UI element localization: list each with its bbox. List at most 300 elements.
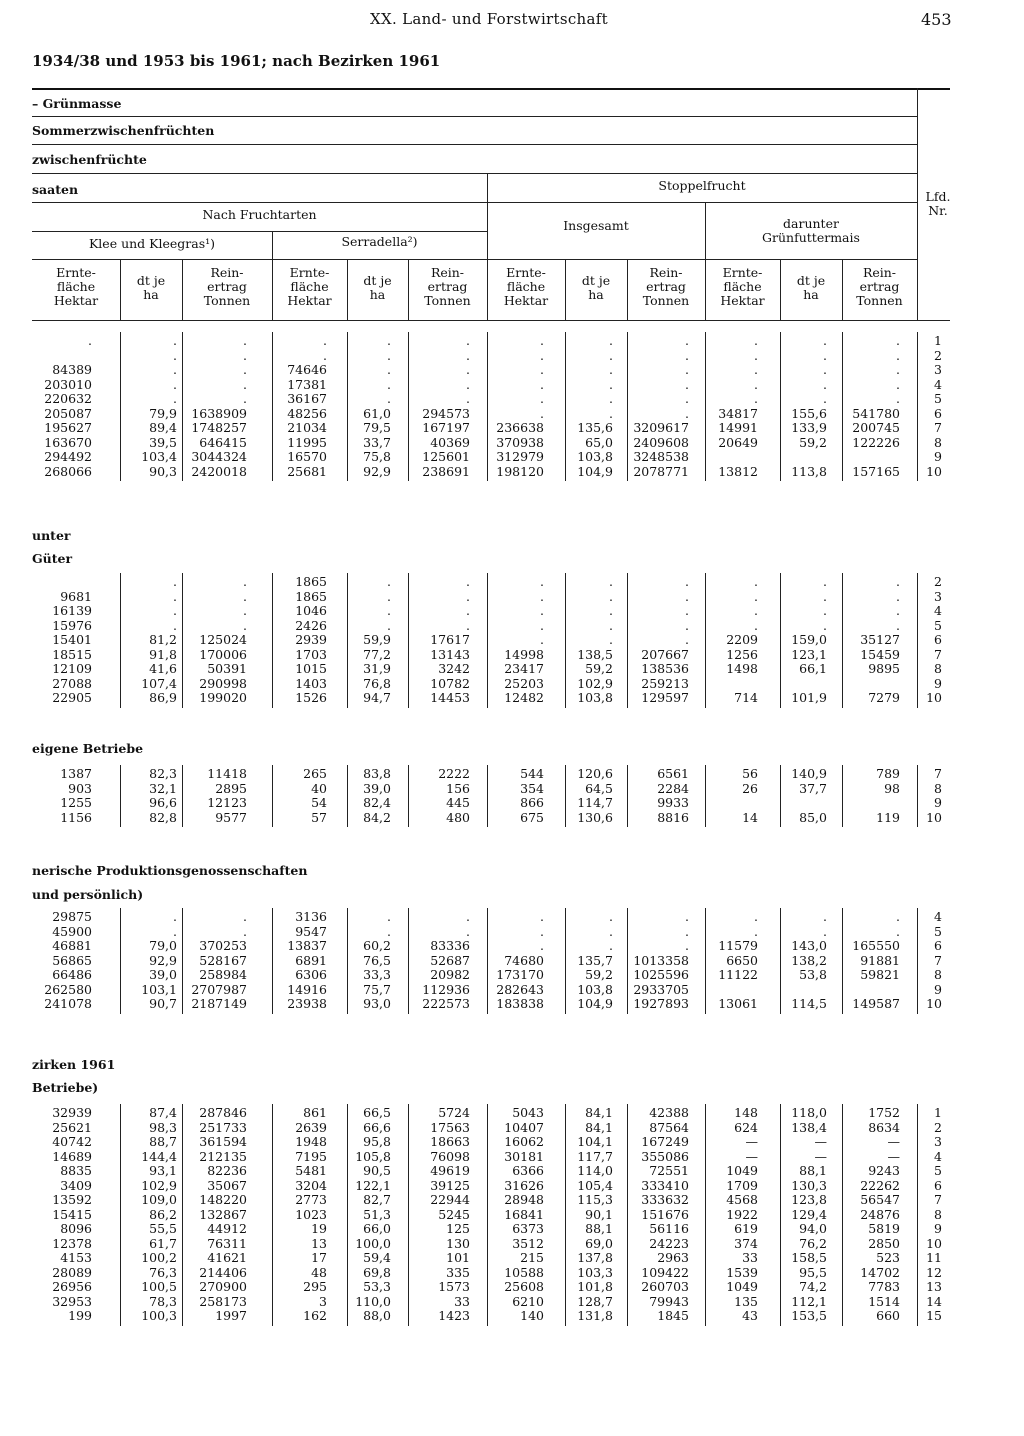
leaf-header-12: Rein- ertrag Tonnen — [856, 265, 903, 308]
row-number: 13 — [926, 1279, 942, 1294]
table-cell: 103,3 — [577, 1264, 613, 1280]
table-cell: . — [609, 376, 613, 392]
table-row — [0, 378, 1024, 393]
table-cell: 39,5 — [149, 434, 177, 450]
table-cell: . — [387, 603, 391, 618]
table-cell: — — [887, 1148, 900, 1164]
table-cell: 3044324 — [191, 449, 247, 464]
table-cell: 61,7 — [149, 1235, 177, 1251]
table-row — [0, 767, 1024, 782]
table-cell: 199 — [68, 1308, 92, 1323]
leaf-header-3: Rein- ertrag Tonnen — [203, 265, 251, 308]
table-cell: 333632 — [641, 1192, 689, 1207]
table-cell: 17381 — [287, 376, 327, 392]
table-cell: . — [754, 347, 758, 363]
table-cell: . — [466, 603, 470, 618]
table-cell: . — [466, 376, 470, 392]
table-cell: . — [173, 376, 177, 392]
lfd-nr-header: Lfd. Nr. — [925, 189, 951, 218]
table-cell: 32,1 — [149, 780, 177, 796]
table-cell: 295 — [303, 1279, 327, 1294]
table-row — [0, 1150, 1024, 1165]
table-cell: 91881 — [860, 952, 900, 968]
table-cell: 1498 — [726, 661, 758, 676]
table-cell: . — [540, 909, 544, 924]
table-cell: . — [173, 909, 177, 924]
section-label: Güter — [32, 551, 73, 566]
table-cell: 1703 — [295, 646, 327, 662]
table-cell: 103,8 — [577, 981, 613, 997]
table-cell: 59,2 — [799, 434, 827, 450]
row-number: 9 — [934, 1221, 942, 1236]
table-cell: 51,3 — [363, 1206, 391, 1222]
table-cell: 260703 — [641, 1279, 689, 1294]
table-cell: 11995 — [287, 434, 327, 450]
table-cell: 32953 — [52, 1293, 92, 1309]
table-cell: 25608 — [504, 1279, 544, 1294]
table-cell: 118,0 — [791, 1105, 827, 1120]
table-cell: 173170 — [496, 967, 544, 982]
leaf-sep — [120, 259, 121, 320]
table-cell: 149587 — [852, 996, 900, 1011]
table-cell: — — [745, 1134, 758, 1149]
table-cell: 114,5 — [791, 996, 827, 1011]
table-cell: 12109 — [52, 661, 92, 676]
row-number: 4 — [934, 376, 942, 392]
table-cell: 7195 — [295, 1148, 327, 1164]
row-number: 10 — [926, 809, 942, 825]
table-cell: 25681 — [287, 463, 327, 479]
table-row — [0, 677, 1024, 692]
table-cell: 170006 — [199, 646, 247, 662]
table-cell: 85,0 — [799, 809, 827, 825]
table-cell: 54 — [311, 795, 327, 810]
table-row — [0, 1251, 1024, 1266]
table-cell: 100,2 — [141, 1250, 177, 1265]
table-cell: 112,1 — [791, 1293, 827, 1309]
section-label: Betriebe) — [32, 1080, 99, 1095]
row-number: 2 — [934, 347, 942, 363]
table-cell: 445 — [446, 795, 470, 810]
table-cell: 9933 — [657, 795, 689, 810]
table-cell: 259213 — [641, 675, 689, 691]
table-cell: . — [466, 909, 470, 924]
table-cell: . — [243, 909, 247, 924]
table-cell: 101 — [446, 1250, 470, 1265]
table-cell: . — [609, 632, 613, 647]
table-cell: 31626 — [504, 1177, 544, 1193]
table-cell: . — [685, 362, 689, 377]
table-cell: 3242 — [438, 661, 470, 676]
table-cell: 66,6 — [363, 1119, 391, 1135]
table-cell: 77,2 — [363, 646, 391, 662]
header-rule-bottom — [32, 320, 950, 321]
table-cell: 167249 — [641, 1134, 689, 1149]
table-cell: . — [173, 617, 177, 633]
table-cell: 104,1 — [577, 1134, 613, 1149]
table-row — [0, 691, 1024, 706]
table-cell: 8835 — [60, 1163, 92, 1178]
table-cell: . — [823, 362, 827, 377]
table-cell: 370253 — [199, 938, 247, 953]
table-cell: . — [896, 617, 900, 633]
table-row — [0, 1237, 1024, 1252]
table-cell: 52687 — [430, 952, 470, 968]
table-cell: 35127 — [860, 632, 900, 647]
table-cell: 56116 — [649, 1221, 689, 1236]
table-cell: 290998 — [199, 675, 247, 691]
table-cell: . — [685, 938, 689, 953]
table-cell: 103,4 — [141, 449, 177, 464]
table-cell: 138,5 — [577, 646, 613, 662]
table-cell: . — [609, 333, 613, 348]
table-cell: 65,0 — [585, 434, 613, 450]
table-cell: — — [745, 1148, 758, 1164]
leaf-header-11: dt je ha — [796, 273, 826, 302]
table-cell: 78,3 — [149, 1293, 177, 1309]
row-number: 5 — [934, 1163, 942, 1178]
table-cell: 789 — [876, 766, 900, 781]
table-cell: 22905 — [52, 690, 92, 705]
table-cell: 59821 — [860, 967, 900, 982]
table-cell: 84,1 — [585, 1119, 613, 1135]
table-cell: 14702 — [860, 1264, 900, 1280]
table-cell: 3409 — [60, 1177, 92, 1193]
table-cell: 100,0 — [355, 1235, 391, 1251]
table-cell: . — [754, 588, 758, 604]
table-cell: 13592 — [52, 1192, 92, 1207]
table-cell: 148 — [734, 1105, 758, 1120]
table-cell: 157165 — [852, 463, 900, 479]
head-line-4: saaten — [32, 182, 79, 197]
table-cell: 76098 — [430, 1148, 470, 1164]
table-cell: 105,8 — [355, 1148, 391, 1164]
table-cell: 14916 — [287, 981, 327, 997]
table-cell: 2895 — [215, 780, 247, 796]
table-cell: 90,7 — [149, 996, 177, 1011]
leaf-sep — [408, 259, 409, 320]
table-cell: 48 — [311, 1264, 327, 1280]
row-number: 8 — [934, 661, 942, 676]
table-cell: 44912 — [207, 1221, 247, 1236]
table-cell: . — [754, 617, 758, 633]
table-cell: 86,2 — [149, 1206, 177, 1222]
table-cell: 14998 — [504, 646, 544, 662]
table-cell: 117,7 — [577, 1148, 613, 1164]
table-cell: 57 — [311, 809, 327, 825]
leaf-sep — [182, 259, 183, 320]
row-number: 2 — [934, 574, 942, 589]
table-cell: 1256 — [726, 646, 758, 662]
table-cell: 3209617 — [633, 420, 689, 435]
table-cell: 158,5 — [791, 1250, 827, 1265]
table-cell: 903 — [68, 780, 92, 796]
table-cell: 74680 — [504, 952, 544, 968]
table-cell: 98 — [884, 780, 900, 796]
table-cell: 95,5 — [799, 1264, 827, 1280]
table-row — [0, 1179, 1024, 1194]
table-cell: . — [609, 574, 613, 589]
row-number: 6 — [934, 1177, 942, 1193]
table-cell: . — [387, 333, 391, 348]
table-row — [0, 939, 1024, 954]
row-number: 7 — [934, 420, 942, 435]
table-cell: 27088 — [52, 675, 92, 691]
table-cell: . — [609, 617, 613, 633]
table-cell: 66,1 — [799, 661, 827, 676]
table-cell: 75,8 — [363, 449, 391, 464]
row-number: 14 — [926, 1293, 942, 1309]
running-title: XX. Land- und Forstwirtschaft — [370, 10, 608, 28]
table-cell: 103,1 — [141, 981, 177, 997]
table-cell: 13 — [311, 1235, 327, 1251]
table-row — [0, 968, 1024, 983]
table-cell: 675 — [520, 809, 544, 825]
table-cell: 544 — [520, 766, 544, 781]
table-cell: 79,0 — [149, 938, 177, 953]
table-cell: 50391 — [207, 661, 247, 676]
leaf-header-4: Ernte- fläche Hektar — [287, 265, 332, 308]
table-cell: 861 — [303, 1105, 327, 1120]
gruenfuttermais-header: darunter Grünfuttermais — [762, 216, 860, 245]
table-row — [0, 796, 1024, 811]
table-cell: . — [823, 588, 827, 604]
table-cell: 163670 — [44, 434, 92, 450]
table-cell: 39,0 — [149, 967, 177, 982]
table-cell: 236638 — [496, 420, 544, 435]
table-cell: . — [896, 362, 900, 377]
head-line-1: – Grünmasse — [32, 96, 122, 111]
table-cell: 2773 — [295, 1192, 327, 1207]
table-cell: 1573 — [438, 1279, 470, 1294]
table-cell: 79,9 — [149, 405, 177, 421]
table-cell: . — [823, 909, 827, 924]
row-number: 1 — [934, 333, 942, 348]
leaf-header-10: Ernte- fläche Hektar — [720, 265, 765, 308]
table-cell: 120,6 — [577, 766, 613, 781]
table-row — [0, 1309, 1024, 1324]
table-cell: . — [685, 923, 689, 939]
table-cell: 59,9 — [363, 632, 391, 647]
table-cell: 6210 — [512, 1293, 544, 1309]
table-cell: 79,5 — [363, 420, 391, 435]
table-cell: . — [243, 362, 247, 377]
table-cell: 140 — [520, 1308, 544, 1323]
table-cell: 137,8 — [577, 1250, 613, 1265]
table-row — [0, 334, 1024, 349]
row-number: 9 — [934, 981, 942, 997]
table-cell: . — [609, 391, 613, 406]
table-cell: 1387 — [60, 766, 92, 781]
table-cell: 28089 — [52, 1264, 92, 1280]
table-cell: 17563 — [430, 1119, 470, 1135]
table-cell: 105,4 — [577, 1177, 613, 1193]
table-cell: 66,0 — [363, 1221, 391, 1236]
table-cell: 1845 — [657, 1308, 689, 1323]
table-cell: 333410 — [641, 1177, 689, 1193]
table-cell: . — [173, 391, 177, 406]
table-cell: 69,0 — [585, 1235, 613, 1251]
table-cell: 312979 — [496, 449, 544, 464]
table-cell: 33,7 — [363, 434, 391, 450]
table-cell: . — [540, 405, 544, 421]
table-cell: 88,1 — [799, 1163, 827, 1178]
table-cell: 91,8 — [149, 646, 177, 662]
table-cell: . — [173, 603, 177, 618]
table-cell: 3136 — [295, 909, 327, 924]
table-cell: 122226 — [852, 434, 900, 450]
table-cell: 39125 — [430, 1177, 470, 1193]
table-cell: 40369 — [430, 434, 470, 450]
table-cell: 361594 — [199, 1134, 247, 1149]
table-cell: 60,2 — [363, 938, 391, 953]
table-title: 1934/38 und 1953 bis 1961; nach Bezirken 1961 — [32, 52, 441, 70]
table-cell: . — [609, 603, 613, 618]
row-number: 9 — [934, 449, 942, 464]
table-cell: 100,3 — [141, 1308, 177, 1323]
table-cell: 15401 — [52, 632, 92, 647]
table-cell: . — [466, 923, 470, 939]
table-cell: 282643 — [496, 981, 544, 997]
table-cell: 335 — [446, 1264, 470, 1280]
table-cell: 646415 — [199, 434, 247, 450]
table-cell: 31,9 — [363, 661, 391, 676]
table-cell: 6561 — [657, 766, 689, 781]
head-rule-4 — [32, 202, 487, 203]
table-cell: 2222 — [438, 766, 470, 781]
table-cell: 82,8 — [149, 809, 177, 825]
table-cell: . — [823, 574, 827, 589]
table-cell: 55,5 — [149, 1221, 177, 1236]
table-cell: . — [466, 333, 470, 348]
row-number: 8 — [934, 780, 942, 796]
table-cell: . — [387, 391, 391, 406]
table-cell: 1922 — [726, 1206, 758, 1222]
table-cell: 1013358 — [633, 952, 689, 968]
table-cell: 18515 — [52, 646, 92, 662]
table-cell: 20649 — [718, 434, 758, 450]
table-cell: 9547 — [295, 923, 327, 939]
table-cell: 14 — [742, 809, 758, 825]
table-cell: . — [896, 909, 900, 924]
table-cell: 88,0 — [363, 1308, 391, 1323]
table-cell: 1255 — [60, 795, 92, 810]
table-cell: 76311 — [207, 1235, 247, 1251]
table-cell: 107,4 — [141, 675, 177, 691]
row-number: 10 — [926, 690, 942, 705]
table-cell: 66,5 — [363, 1105, 391, 1120]
table-cell: 92,9 — [363, 463, 391, 479]
table-cell: 140,9 — [791, 766, 827, 781]
table-cell: . — [243, 617, 247, 633]
table-cell: 90,1 — [585, 1206, 613, 1222]
table-cell: 16062 — [504, 1134, 544, 1149]
table-cell: 5819 — [868, 1221, 900, 1236]
table-row — [0, 983, 1024, 998]
table-cell: 1526 — [295, 690, 327, 705]
table-cell: 42388 — [649, 1105, 689, 1120]
table-cell: . — [609, 347, 613, 363]
table-cell: 2707987 — [191, 981, 247, 997]
table-cell: 5724 — [438, 1105, 470, 1120]
table-cell: 131,8 — [577, 1308, 613, 1323]
stoppel-rule — [487, 202, 917, 203]
table-cell: 8096 — [60, 1221, 92, 1236]
table-cell: . — [896, 333, 900, 348]
table-cell: 84,1 — [585, 1105, 613, 1120]
table-cell: 523 — [876, 1250, 900, 1265]
table-cell: 9681 — [60, 588, 92, 604]
table-cell: 56865 — [52, 952, 92, 968]
table-cell: 10782 — [430, 675, 470, 691]
table-cell: 1025596 — [633, 967, 689, 982]
table-cell: . — [685, 603, 689, 618]
table-cell: 207667 — [641, 646, 689, 662]
table-row — [0, 633, 1024, 648]
table-cell: 480 — [446, 809, 470, 825]
table-cell: 39,0 — [363, 780, 391, 796]
table-cell: 83,8 — [363, 766, 391, 781]
table-cell: 8634 — [868, 1119, 900, 1135]
table-cell: 203010 — [44, 376, 92, 392]
table-cell: 56 — [742, 766, 758, 781]
table-row — [0, 811, 1024, 826]
table-cell: 1638909 — [191, 405, 247, 421]
table-cell: 2187149 — [191, 996, 247, 1011]
table-cell: 1156 — [60, 809, 92, 825]
table-cell: . — [243, 923, 247, 939]
leaf-header-9: Rein- ertrag Tonnen — [642, 265, 690, 308]
table-cell: 35067 — [207, 1177, 247, 1193]
table-cell: 374 — [734, 1235, 758, 1251]
table-cell: 2209 — [726, 632, 758, 647]
row-number: 8 — [934, 434, 942, 450]
table-cell: 14991 — [718, 420, 758, 435]
table-cell: 53,8 — [799, 967, 827, 982]
table-row — [0, 619, 1024, 634]
table-cell: 24876 — [860, 1206, 900, 1222]
table-cell: 26 — [742, 780, 758, 796]
table-cell: 66486 — [52, 967, 92, 982]
table-cell: 100,5 — [141, 1279, 177, 1294]
table-cell: 130,6 — [577, 809, 613, 825]
table-cell: 135 — [734, 1293, 758, 1309]
table-cell: 17 — [311, 1250, 327, 1265]
table-cell: 128,7 — [577, 1293, 613, 1309]
table-cell: 251733 — [199, 1119, 247, 1135]
table-cell: . — [896, 391, 900, 406]
table-cell: . — [609, 923, 613, 939]
table-cell: . — [609, 588, 613, 604]
row-number: 3 — [934, 362, 942, 377]
table-cell: . — [754, 574, 758, 589]
table-cell: . — [823, 347, 827, 363]
table-cell: 53,3 — [363, 1279, 391, 1294]
table-cell: . — [540, 938, 544, 953]
head-rule-6 — [32, 259, 917, 260]
table-cell: . — [466, 362, 470, 377]
table-row — [0, 782, 1024, 797]
table-cell: 2284 — [657, 780, 689, 796]
table-cell: 541780 — [852, 405, 900, 421]
table-cell: 102,9 — [577, 675, 613, 691]
table-cell: 205087 — [44, 405, 92, 421]
table-cell: 354 — [520, 780, 544, 796]
table-cell: 265 — [303, 766, 327, 781]
table-row — [0, 1193, 1024, 1208]
table-cell: 64,5 — [585, 780, 613, 796]
table-cell: . — [243, 347, 247, 363]
